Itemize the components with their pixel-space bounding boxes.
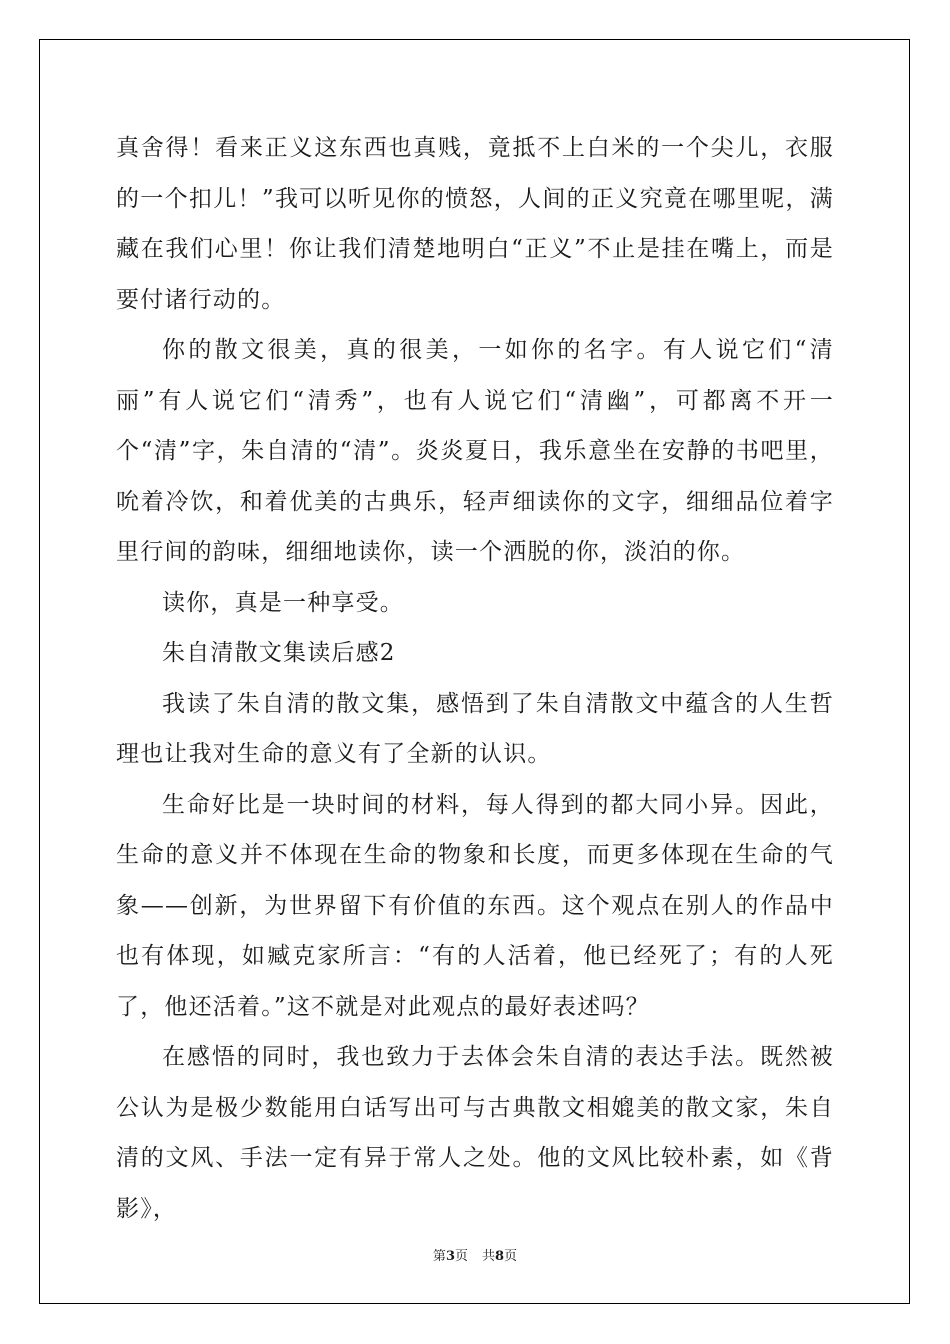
paragraph-6: 在感悟的同时，我也致力于去体会朱自清的表达手法。既然被公认为是极少数能用白话写出可与古典散文相媲美的散文家，朱自清的文风、手法一定有异于常人之处。他的文风比较朴素，如《背影》， [116,1044,834,1222]
paragraph-5: 生命好比是一块时间的材料，每人得到的都大同小异。因此，生命的意义并不体现在生命的物象和长度，而更多体现在生命的气象——创新，为世界留下有价值的东西。这个观点在别人的作品中也有体现，如臧克家所言：“有的人活着，他已经死了；有的人死了，他还活着。”这不就是对此观点的最好表述吗？ [116,791,834,1020]
footer-page-current: 3 [445,1249,455,1264]
section-heading: 朱自清散文集读后感2 [162,640,396,666]
paragraph-4: 我读了朱自清的散文集，感悟到了朱自清散文中蕴含的人生哲理也让我对生命的意义有了全新的认识。 [116,690,834,767]
paragraph-2: 你的散文很美，真的很美，一如你的名字。有人说它们“清丽”有人说它们“清秀”，也有人说它们“清幽”，可都离不开一个“清”字，朱自清的“清”。炎炎夏日，我乐意坐在安静的书吧里，吮着冷饮，和着优美的古典乐，轻声细读你的文字，细细品位着字里行间的韵味，细细地读你，读一个洒脱的你，淡泊的你。 [116,337,834,565]
footer-page-unit: 页 [454,1249,468,1264]
paragraph-1: 真舍得！看来正义这东西也真贱，竟抵不上白米的一个尖儿，衣服的一个扣儿！”我可以听见你的愤怒，人间的正义究竟在哪里呢，满藏在我们心里！你让我们清楚地明白“正义”不止是挂在嘴上，而是要付诸行动的。 [116,135,834,313]
document-body [116,123,834,1234]
footer-page-total: 8 [495,1249,505,1264]
footer-page-prefix: 第 [432,1249,446,1264]
footer-total-unit: 页 [504,1249,518,1264]
footer-total-prefix: 共 [482,1249,496,1264]
paragraph-3: 读你，真是一种享受。 [162,589,404,616]
page-footer [0,1245,950,1264]
